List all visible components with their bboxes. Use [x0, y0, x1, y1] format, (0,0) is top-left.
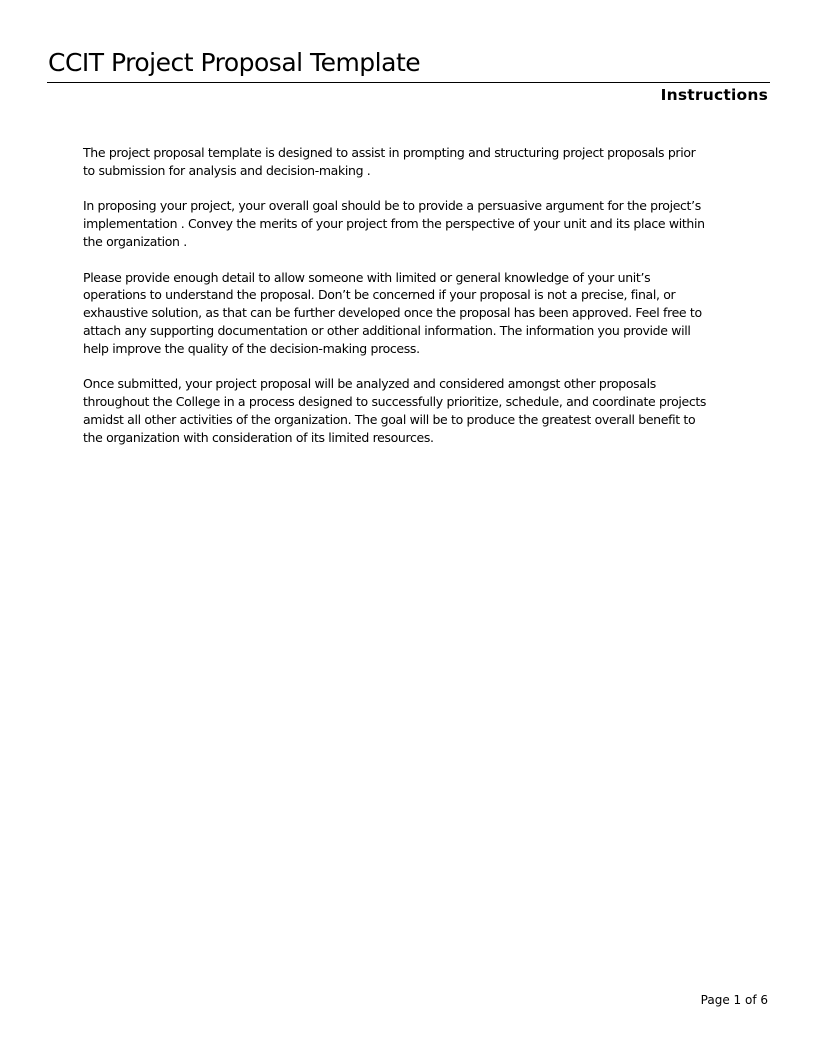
paragraph-line: the organization with consideration of its limited resources. — [83, 429, 434, 445]
instructions-body — [83, 144, 769, 464]
page-number: Page 1 of 6 — [700, 993, 768, 1007]
section-heading: Instructions — [660, 86, 768, 104]
paragraph-line: The project proposal template is designed to assist in prompting and structuring project proposals prior — [83, 145, 696, 160]
page-title: CCIT Project Proposal Template — [48, 48, 421, 77]
paragraph-goal — [83, 197, 769, 250]
paragraph-line: exhaustive solution, as that can be further developed once the proposal has been approved. Feel free to — [83, 305, 702, 321]
paragraph-line: implementation . Convey the merits of your project from the perspective of your unit and its place within — [83, 216, 705, 232]
title-divider — [47, 82, 770, 83]
paragraph-line: throughout the College in a process designed to successfully prioritize, schedule, and coordinate projects — [83, 394, 707, 410]
paragraph-line: Once submitted, your project proposal will be analyzed and considered amongst other proposals — [83, 376, 656, 392]
paragraph-review — [83, 375, 769, 446]
paragraph-line: to submission for analysis and decision-making . — [83, 162, 371, 178]
paragraph-line: In proposing your project, your overall goal should be to provide a persuasive argument for the project’s — [83, 198, 701, 214]
paragraph-detail — [83, 269, 769, 358]
paragraph-line: attach any supporting documentation or other additional information. The information you provide will — [83, 322, 691, 338]
paragraph-purpose — [83, 144, 769, 180]
paragraph-line: operations to understand the proposal. Don’t be concerned if your proposal is not a precise, final, or — [83, 287, 676, 303]
paragraph-line: the organization . — [83, 233, 187, 249]
paragraph-line: help improve the quality of the decision-making process. — [83, 340, 420, 356]
paragraph-line: Please provide enough detail to allow someone with limited or general knowledge of your unit’s — [83, 269, 651, 285]
paragraph-line: amidst all other activities of the organization. The goal will be to produce the greatest overall benefit to — [83, 411, 696, 427]
